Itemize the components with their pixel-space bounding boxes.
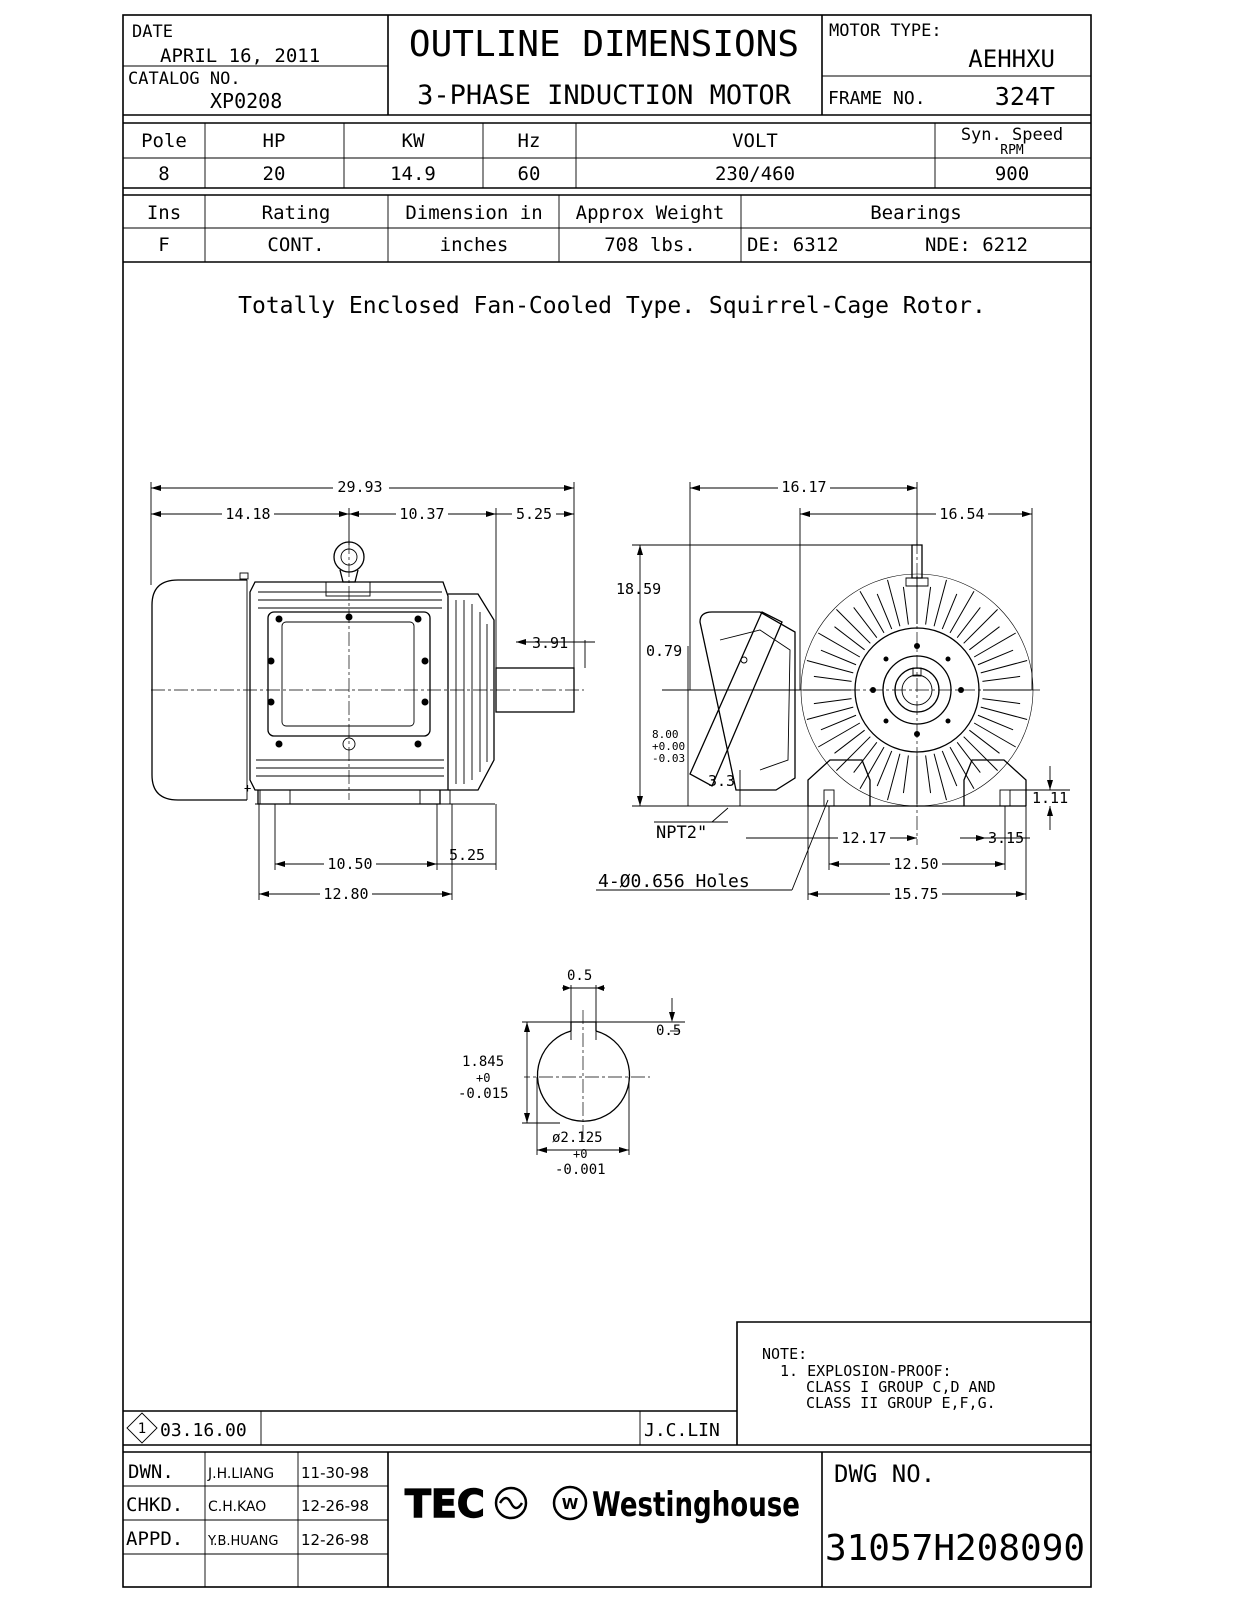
fan-rib: [926, 755, 931, 793]
motor-description: Totally Enclosed Fan-Cooled Type. Squirrel-Cage Rotor.: [238, 293, 986, 319]
frame-number: 324T: [994, 82, 1055, 111]
spec-header-volt: VOLT: [732, 130, 778, 152]
fan-rib: [818, 633, 860, 657]
fan-rib: [860, 747, 884, 789]
spec-header-ins: Ins: [146, 202, 182, 224]
spec-volt: 230/460: [714, 163, 796, 185]
spec-header-hz: Hz: [517, 130, 541, 152]
signoff-appd-date: 12-26-98: [301, 1531, 370, 1549]
fan-rib: [860, 591, 884, 633]
dim-overall-height: 18.59: [616, 580, 662, 598]
fan-rib: [942, 594, 957, 629]
signoff-appd-name: Y.B.HUANG: [208, 1534, 279, 1549]
spec-rating: CONT.: [267, 234, 325, 256]
dim-shaft-length: 3.91: [532, 634, 569, 652]
dim-end-width-top: 16.17: [781, 478, 827, 496]
drawing-title: OUTLINE DIMENSIONS: [408, 24, 800, 65]
signoff-dwn-date: 11-30-98: [301, 1464, 370, 1482]
fan-rib: [807, 707, 853, 719]
signoff-chkd-role: CHKD.: [126, 1494, 184, 1516]
spec-hp: 20: [262, 163, 286, 185]
dim-key-height-tol-plus: +0: [476, 1071, 491, 1085]
dim-key-height-tol-minus: -0.015: [458, 1086, 509, 1102]
dim-10-37: 10.37: [399, 505, 445, 523]
conduit-label: NPT2": [656, 823, 708, 843]
fan-rib: [814, 699, 852, 704]
side-view: [151, 478, 595, 903]
frame-label: FRAME NO.: [828, 88, 926, 109]
dim-overall-length: 29.93: [337, 478, 383, 496]
motor-type-value: AEHHXU: [968, 45, 1055, 73]
fan-rib: [877, 751, 892, 786]
fan-rib: [981, 707, 1027, 719]
fan-rib: [982, 676, 1020, 681]
fan-rib: [834, 627, 864, 650]
fan-rib: [877, 594, 892, 629]
dim-base-length: 12.80: [323, 885, 369, 903]
spec-speed: 900: [994, 163, 1030, 185]
revision-date: 03.16.00: [160, 1420, 247, 1441]
fan-rib: [964, 609, 998, 643]
dim-12-50: 12.50: [893, 855, 939, 873]
spec-header-speed: Syn. Speed: [960, 125, 1064, 145]
westinghouse-logo-letter: W: [561, 1495, 579, 1513]
dim-foot-span: 10.50: [327, 855, 373, 873]
date-label: DATE: [132, 22, 173, 42]
dim-shaft-height-tol-minus: -0.03: [652, 752, 686, 765]
fan-rib: [969, 730, 999, 753]
dim-key-depth: 0.5: [656, 1023, 682, 1039]
dim-0-79: 0.79: [646, 642, 683, 660]
dim-3-3: 3.3: [708, 772, 736, 790]
westinghouse-logo-text: Westinghouse: [592, 1485, 800, 1525]
note-line-1: 1. EXPLOSION-PROOF:: [780, 1362, 952, 1380]
westinghouse-logo-icon: [554, 1487, 586, 1519]
dim-12-17: 12.17: [841, 829, 887, 847]
dim-3-15: 3.15: [988, 829, 1025, 847]
fan-rib: [818, 723, 860, 747]
dwg-number: 31057H208090: [824, 1528, 1086, 1569]
fan-rib: [964, 737, 998, 771]
dim-end-width-right: 16.54: [939, 505, 985, 523]
date-value: APRIL 16, 2011: [160, 45, 321, 67]
fan-rib: [887, 580, 899, 626]
fan-rib: [978, 715, 1013, 730]
fan-rib: [887, 754, 899, 800]
spec-header-rating: Rating: [261, 202, 331, 224]
spec-header-hp: HP: [262, 130, 286, 152]
note-label: NOTE:: [762, 1345, 808, 1363]
fan-rib: [934, 580, 946, 626]
dim-shaft-height-tol-plus: +0.00: [652, 740, 686, 753]
spec-hz: 60: [517, 163, 541, 185]
fan-rib: [821, 650, 856, 665]
fan-rib: [834, 730, 864, 753]
fan-rib: [978, 650, 1013, 665]
spec-header-rpm: RPM: [1000, 143, 1024, 158]
spec-pole: 8: [158, 163, 170, 185]
catalog-label: CATALOG NO.: [128, 69, 241, 89]
revision-by: J.C.LIN: [644, 1420, 720, 1441]
fan-rib: [950, 747, 974, 789]
teco-swirl-icon: [496, 1488, 526, 1518]
signoff-dwn-role: DWN.: [128, 1461, 174, 1483]
fan-rib: [982, 699, 1020, 704]
spec-header-dimension: Dimension in: [405, 202, 543, 224]
signoff-chkd-name: C.H.KAO: [208, 1499, 267, 1515]
dim-1-11: 1.11: [1032, 789, 1069, 807]
revision-symbol: 1: [137, 1421, 147, 1437]
mounting-holes-label: 4-Ø0.656 Holes: [598, 871, 750, 892]
fan-rib: [926, 587, 931, 625]
fan-rib: [903, 587, 908, 625]
dim-15-75: 15.75: [893, 885, 939, 903]
spec-kw: 14.9: [390, 163, 436, 185]
signoff-appd-role: APPD.: [126, 1528, 184, 1550]
fan-rib: [836, 609, 870, 643]
dim-shaft-height: 8.00: [652, 728, 679, 741]
fan-rib: [974, 633, 1016, 657]
shaft-section: [458, 968, 685, 1178]
spec-ins: F: [158, 234, 170, 256]
dim-key-height: 1.845: [462, 1054, 505, 1070]
spec-header-pole: Pole: [141, 130, 187, 152]
fan-rib: [974, 723, 1016, 747]
fan-rib: [981, 660, 1027, 672]
fan-rib: [934, 754, 946, 800]
dim-shaft-diameter-tol-minus: -0.001: [555, 1162, 606, 1178]
spec-header-bearings: Bearings: [870, 202, 962, 224]
spec-bearing-de: DE: 6312: [747, 234, 839, 256]
fan-rib: [836, 737, 870, 771]
fan-rib: [854, 607, 877, 637]
signoff-dwn-name: J.H.LIANG: [208, 1466, 275, 1482]
spec-header-weight: Approx Weight: [575, 202, 725, 224]
dim-shaft-diameter: ø2.125: [552, 1130, 603, 1146]
end-view: [596, 478, 1070, 903]
dwg-label: DWG NO.: [834, 1460, 936, 1488]
fan-rib: [957, 607, 980, 637]
fan-rib: [814, 676, 852, 681]
catalog-number: XP0208: [210, 89, 283, 113]
spec-dimension-unit: inches: [439, 234, 509, 256]
spec-weight: 708 lbs.: [604, 234, 696, 256]
spec-bearing-nde: NDE: 6212: [925, 234, 1028, 256]
note-line-3: CLASS II GROUP E,F,G.: [806, 1394, 996, 1412]
motor-type-label: MOTOR TYPE:: [829, 21, 942, 41]
dim-c-14-18: 14.18: [225, 505, 271, 523]
dim-5-25-bottom: 5.25: [448, 846, 486, 864]
note-line-2: CLASS I GROUP C,D AND: [806, 1378, 996, 1396]
spec-header-kw: KW: [401, 130, 425, 152]
ground-mark: +: [244, 781, 252, 795]
brand-logos: [405, 1482, 800, 1526]
dim-5-25-top: 5.25: [515, 505, 553, 523]
fan-rib: [821, 715, 856, 730]
drawing-subtitle: 3-PHASE INDUCTION MOTOR: [417, 80, 791, 111]
signoff-chkd-date: 12-26-98: [301, 1497, 370, 1515]
fan-rib: [950, 591, 974, 633]
fan-rib: [807, 660, 853, 672]
dim-key-width: 0.5: [567, 968, 593, 984]
fan-rib: [903, 755, 908, 793]
dim-shaft-diameter-tol-plus: +0: [573, 1147, 588, 1161]
fan-rib: [942, 751, 957, 786]
fan-rib: [969, 627, 999, 650]
teco-logo-text: TEC: [405, 1482, 485, 1526]
